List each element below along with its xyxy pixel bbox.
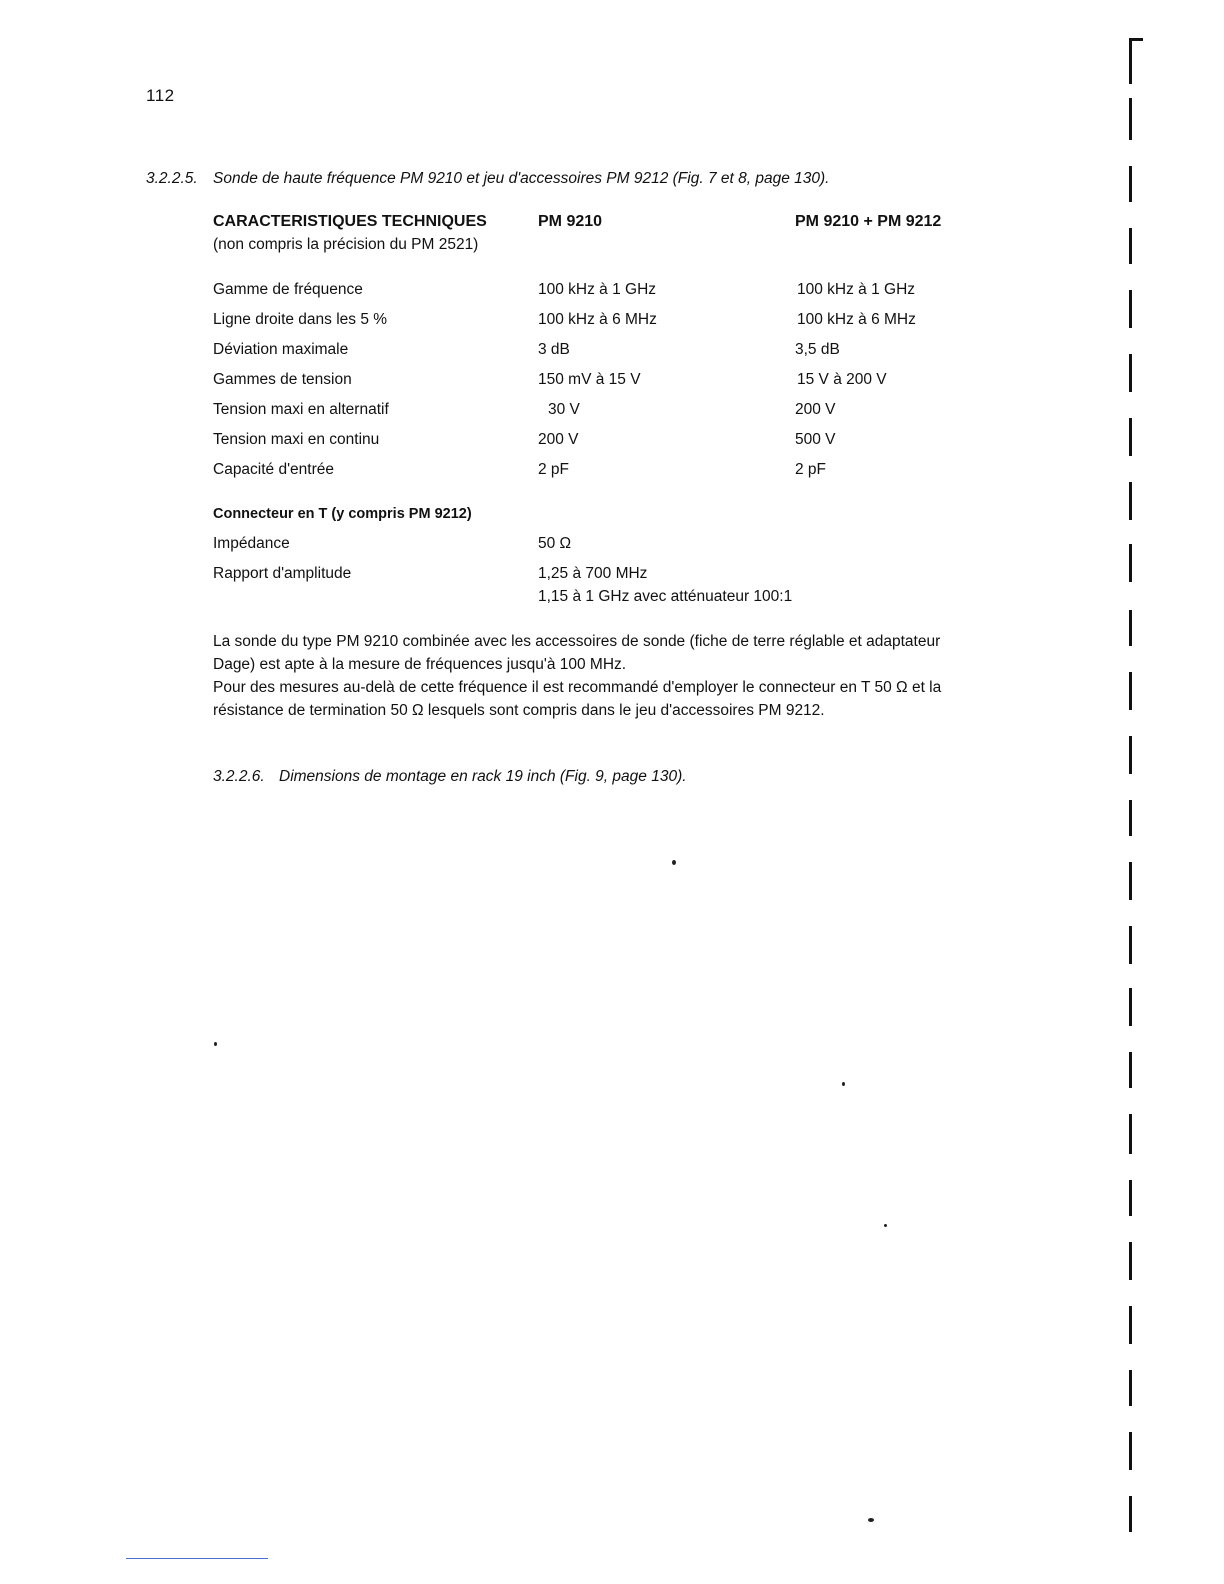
- edge-mark: [1129, 418, 1132, 456]
- spec-row-label: Gamme de fréquence: [213, 281, 363, 298]
- edge-mark: [1129, 862, 1132, 900]
- paragraph-line: La sonde du type PM 9210 combinée avec les accessoires de sonde (fiche de terre réglable et adaptateur: [213, 633, 941, 650]
- edge-mark: [1129, 98, 1132, 140]
- section-3225-number: 3.2.2.5.: [146, 170, 198, 187]
- paragraph-line: Dage) est apte à la mesure de fréquences jusqu'à 100 MHz.: [213, 656, 627, 673]
- page-number: 112: [146, 86, 175, 105]
- spec-row-value-pm9210: 150 mV à 15 V: [538, 371, 641, 388]
- spec-header-label: CARACTERISTIQUES TECHNIQUES: [213, 213, 487, 230]
- edge-mark: [1129, 1180, 1132, 1216]
- edge-mark: [1129, 544, 1132, 582]
- section-3226-title: Dimensions de montage en rack 19 inch (Fig. 9, page 130).: [279, 768, 687, 785]
- edge-mark: [1129, 482, 1132, 520]
- spec-row-value-pm9212: 15 V à 200 V: [797, 371, 887, 388]
- spec-col2-header: PM 9210 + PM 9212: [795, 213, 942, 230]
- scan-speck: [842, 1082, 845, 1086]
- edge-mark: [1129, 354, 1132, 392]
- footer-rule: [126, 1558, 268, 1559]
- section-3225-title: Sonde de haute fréquence PM 9210 et jeu d'accessoires PM 9212 (Fig. 7 et 8, page 130).: [213, 170, 830, 187]
- edge-mark: [1129, 672, 1132, 710]
- ratio-label: Rapport d'amplitude: [213, 565, 352, 582]
- scan-speck: [214, 1042, 217, 1046]
- connector-heading: Connecteur en T (y compris PM 9212): [213, 506, 472, 522]
- edge-mark: [1129, 1370, 1132, 1406]
- spec-row-value-pm9212: 200 V: [795, 401, 836, 418]
- spec-row-value-pm9210: 200 V: [538, 431, 579, 448]
- spec-row-value-pm9212: 2 pF: [795, 461, 827, 478]
- spec-row-label: Déviation maximale: [213, 341, 349, 358]
- spec-row-label: Gammes de tension: [213, 371, 352, 388]
- edge-mark: [1129, 228, 1132, 264]
- edge-mark: [1129, 1242, 1132, 1280]
- scan-speck: [884, 1224, 887, 1227]
- impedance-label: Impédance: [213, 535, 290, 552]
- spec-row-label: Tension maxi en alternatif: [213, 401, 389, 418]
- ratio-value-2: 1,15 à 1 GHz avec atténuateur 100:1: [538, 588, 793, 605]
- edge-mark: [1129, 1496, 1132, 1532]
- edge-mark: [1129, 166, 1132, 202]
- scan-speck: [672, 860, 676, 865]
- edge-mark: [1129, 38, 1132, 84]
- spec-row-value-pm9212: 500 V: [795, 431, 836, 448]
- edge-mark: [1129, 1432, 1132, 1470]
- scan-speck: [868, 1518, 874, 1522]
- paragraph-line: Pour des mesures au-delà de cette fréquence il est recommandé d'employer le connecteur en T 50 Ω et la: [213, 679, 942, 696]
- edge-mark: [1129, 988, 1132, 1026]
- spec-row-label: Tension maxi en continu: [213, 431, 380, 448]
- edge-mark: [1129, 1052, 1132, 1088]
- edge-mark: [1129, 1306, 1132, 1344]
- spec-row-label: Capacité d'entrée: [213, 461, 335, 478]
- edge-mark: [1129, 800, 1132, 836]
- spec-row-value-pm9210: 30 V: [548, 401, 580, 418]
- spec-row-label: Ligne droite dans les 5 %: [213, 311, 388, 328]
- paragraph: [213, 630, 941, 722]
- edge-mark: [1129, 1114, 1132, 1154]
- edge-mark: [1129, 926, 1132, 964]
- edge-mark: [1129, 38, 1143, 41]
- section-3226-number: 3.2.2.6.: [213, 768, 265, 785]
- ratio-value-1: 1,25 à 700 MHz: [538, 565, 648, 582]
- spec-row-value-pm9210: 2 pF: [538, 461, 570, 478]
- spec-row-value-pm9212: 100 kHz à 1 GHz: [797, 281, 916, 298]
- spec-row-value-pm9212: 3,5 dB: [795, 341, 840, 358]
- spec-row-value-pm9210: 3 dB: [538, 341, 570, 358]
- impedance-value: 50 Ω: [538, 535, 572, 552]
- spec-col1-header: PM 9210: [538, 213, 603, 230]
- edge-mark: [1129, 290, 1132, 328]
- spec-row-value-pm9210: 100 kHz à 6 MHz: [538, 311, 657, 328]
- spec-header-note: (non compris la précision du PM 2521): [213, 236, 479, 253]
- spec-row-value-pm9212: 100 kHz à 6 MHz: [797, 311, 916, 328]
- edge-mark: [1129, 610, 1132, 646]
- edge-mark: [1129, 736, 1132, 774]
- paragraph-line: résistance de termination 50 Ω lesquels sont compris dans le jeu d'accessoires PM 9212.: [213, 702, 825, 719]
- spec-row-value-pm9210: 100 kHz à 1 GHz: [538, 281, 657, 298]
